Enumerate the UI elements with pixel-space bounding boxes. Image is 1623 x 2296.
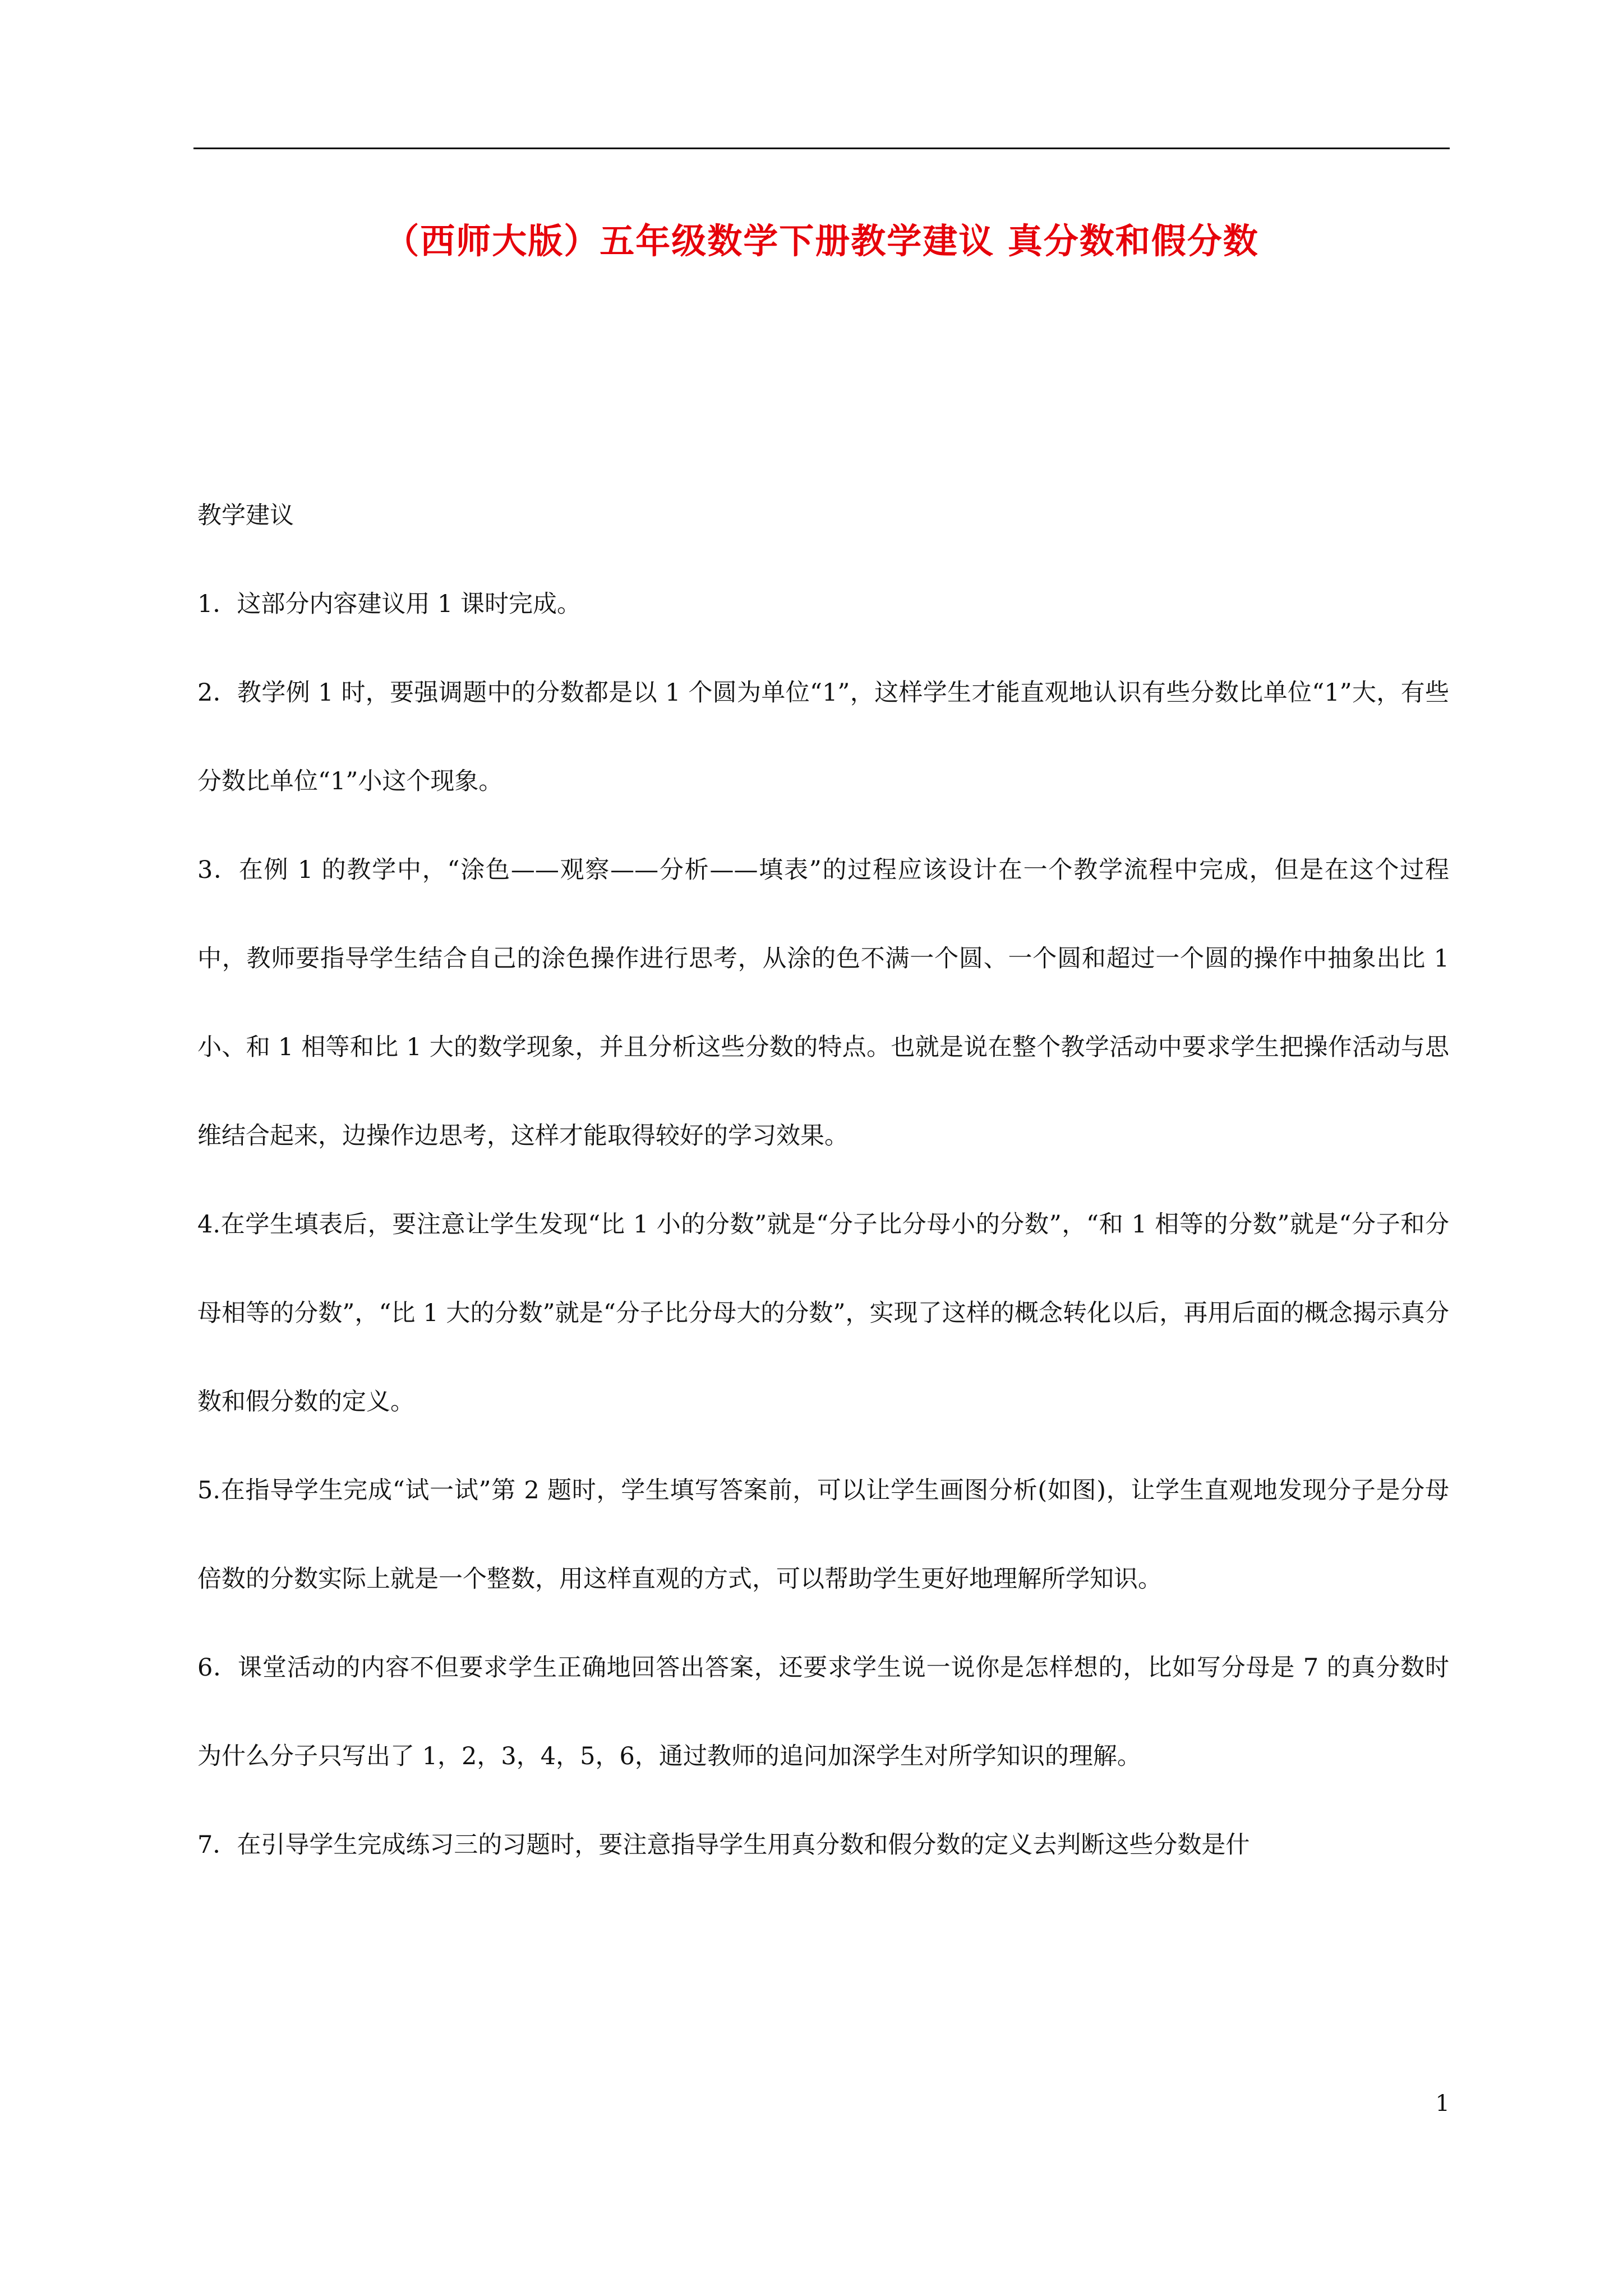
page-number: 1 [1435, 2091, 1450, 2116]
paragraph-1: 1．这部分内容建议用 1 课时完成。 [197, 590, 582, 618]
paragraph-5: 5.在指导学生完成“试一试”第 2 题时，学生填写答案前，可以让学生画图分析(如图)，让学生直观地发现分子是分母倍数的分数实际上就是一个整数，用这样直观的方式，可以帮助学生更好地理解所学知识。 [197, 1476, 1449, 1593]
section-heading: 教学建议 [197, 501, 294, 530]
paragraph-2: 2．教学例 1 时，要强调题中的分数都是以 1 个圆为单位“1”，这样学生才能直观地认识有些分数比单位“1”大，有些分数比单位“1”小这个现象。 [197, 679, 1449, 795]
paragraph-3: 3．在例 1 的教学中，“涂色——观察——分析——填表”的过程应该设计在一个教学流程中完成，但是在这个过程中，教师要指导学生结合自己的涂色操作进行思考，从涂的色不满一个圆、一个圆和超过一个圆的操作中抽象出比 1 小、和 1 相等和比 1 大的数学现象，并且分析这些分数的特点。也就是说在整个教学活动中要求学生把操作活动与思维结合起来，边操作边思考，这样才能取得较好的学习效果。 [197, 856, 1449, 1150]
document-title: （西师大版）五年级数学下册教学建议 真分数和假分数 [384, 220, 1259, 261]
header-rule [193, 148, 1450, 149]
document-body [197, 471, 1449, 1889]
paragraph-4: 4.在学生填表后，要注意让学生发现“比 1 小的分数”就是“分子比分母小的分数”，“和 1 相等的分数”就是“分子和分母相等的分数”，“比 1 大的分数”就是“分子比分母大的分数”，实现了这样的概念转化以后，再用后面的概念揭示真分数和假分数的定义。 [197, 1211, 1449, 1416]
paragraph-7: 7．在引导学生完成练习三的习题时，要注意指导学生用真分数和假分数的定义去判断这些分数是什 [197, 1831, 1250, 1859]
paragraph-6: 6．课堂活动的内容不但要求学生正确地回答出答案，还要求学生说一说你是怎样想的，比如写分母是 7 的真分数时为什么分子只写出了 1，2，3，4，5，6，通过教师的追问加深学生对所学知识的理解。 [197, 1654, 1449, 1770]
